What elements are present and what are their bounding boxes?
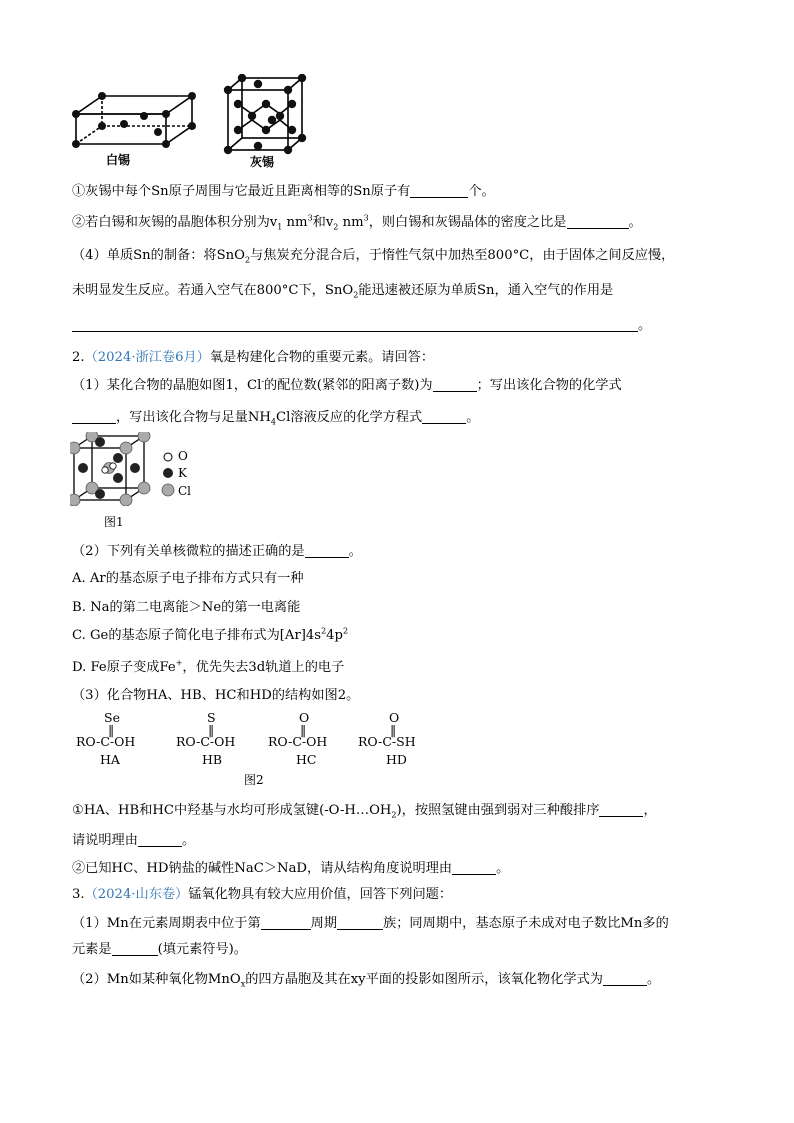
q1-line-1: ①灰锡中每个Sn原子周围与它最近且距离相等的Sn原子有 个。 xyxy=(72,184,495,199)
structure-ha-top: Se xyxy=(104,710,120,725)
q2-part1-line1: （1）某化合物的晶胞如图1，Cl-的配位数(紧邻的阳离子数)为 ；写出该化合物的化学式 xyxy=(72,376,622,393)
figure-1-caption: 图1 xyxy=(104,515,124,529)
structure-hb-name: HB xyxy=(202,752,223,767)
answer-blank[interactable] xyxy=(112,942,158,956)
answer-blank[interactable] xyxy=(410,184,468,198)
structure-hb-top: S xyxy=(207,710,216,725)
structure-hb-body: RO-C-OH xyxy=(176,734,236,749)
q2-part3-2: 请说明理由 。 xyxy=(72,833,196,848)
legend-o: O xyxy=(178,449,188,463)
figure-2-caption: 图2 xyxy=(244,773,264,787)
q1-line-3: （4）单质Sn的制备：将SnO$_2$与焦炭充分混合后，于惰性气氛中加热至800°C，由于固体之间反应慢， xyxy=(72,248,675,265)
structure-hc-name: HC xyxy=(296,752,317,767)
structure-ha-body: RO-C-OH xyxy=(76,734,136,749)
question-source: （2024·山东卷） xyxy=(84,887,189,902)
q2-part2: （2）下列有关单核微粒的描述正确的是 。 xyxy=(72,544,362,559)
structure-hc-top: O xyxy=(299,710,310,725)
answer-blank[interactable] xyxy=(452,861,496,875)
structure-hd-name: HD xyxy=(386,752,407,767)
q3-heading: 3.（2024·山东卷）锰氧化物具有较大应用价值，回答下列问题： xyxy=(72,887,453,902)
answer-blank[interactable] xyxy=(261,916,311,930)
q3-part1-line2: 元素是 (填元素符号)。 xyxy=(72,942,247,957)
gray-tin-label: 灰锡 xyxy=(250,155,275,169)
structure-hc-body: RO-C-OH xyxy=(268,734,328,749)
q1-line-2: ②若白锡和灰锡的晶胞体积分别为$v_1$ $nm^3$和$v_2$ $nm^3$，则白锡和灰锡晶体的密度之比是 。 xyxy=(72,213,642,232)
q2-heading: 2.（2024·浙江卷6月）氧是构建化合物的重要元素。请回答： xyxy=(72,350,435,365)
legend-cl: Cl xyxy=(178,484,192,498)
option-d[interactable]: D. Fe原子变成Fe+，优先失去3d轨道上的电子 xyxy=(72,658,345,675)
legend-k: K xyxy=(178,466,187,480)
answer-blank[interactable] xyxy=(305,544,349,558)
q3-part1-line1: （1）Mn在元素周期表中位于第 周期 族；同周期中，基态原子未成对电子数比Mn多的 xyxy=(72,916,669,931)
q1-line-5: 。 xyxy=(72,314,651,333)
q2-part3-3: ②已知HC、HD钠盐的碱性NaC＞NaD，请从结构角度说明理由 。 xyxy=(72,861,510,876)
q1-line-4: 未明显发生反应。若通入空气在800°C下，SnO$_2$能迅速被还原为单质Sn，通入空气的作用是 xyxy=(72,283,614,300)
answer-blank[interactable] xyxy=(138,833,182,847)
question-source: （2024·浙江卷6月） xyxy=(84,350,210,365)
q3-part2: （2）Mn如某种氧化物MnO$_x$的四方晶胞及其在xy平面的投影如图所示，该氧化物化学式为 。 xyxy=(72,972,661,989)
structure-hd-body: RO-C-SH xyxy=(358,734,416,749)
tin-crystal-figure xyxy=(72,74,322,170)
answer-blank[interactable] xyxy=(337,916,383,930)
answer-blank[interactable] xyxy=(567,215,629,229)
q2-part3: （3）化合物HA、HB、HC和HD的结构如图2。 xyxy=(72,688,360,703)
structure-ha-name: HA xyxy=(100,752,120,767)
structure-hd-top: O xyxy=(389,710,400,725)
option-b[interactable]: B. Na的第二电离能＞Ne的第一电离能 xyxy=(72,600,301,615)
q2-part3-1: ①HA、HB和HC中羟基与水均可形成氢键$(-O-H\dots OH_2)$，按照氢键由强到弱对三种酸排序 ， xyxy=(72,803,657,820)
figure-1-unit-cell xyxy=(70,432,160,506)
answer-blank[interactable] xyxy=(603,972,647,986)
answer-blank[interactable] xyxy=(72,318,638,332)
answer-blank[interactable] xyxy=(72,410,116,424)
answer-blank[interactable] xyxy=(599,803,643,817)
option-c[interactable]: C. Ge的基态原子简化电子排布式为$[Ar]4s^24p^2$ xyxy=(72,626,349,643)
q2-part1-line2: ，写出该化合物与足量$NH_4Cl$溶液反应的化学方程式 。 xyxy=(72,406,479,427)
answer-blank[interactable] xyxy=(433,378,477,392)
white-tin-cell xyxy=(76,96,192,144)
figure-1-legend-markers xyxy=(160,450,180,500)
white-tin-label: 白锡 xyxy=(106,153,131,167)
option-a[interactable]: A. Ar的基态原子电子排布方式只有一种 xyxy=(72,571,304,586)
answer-blank[interactable] xyxy=(422,410,466,424)
